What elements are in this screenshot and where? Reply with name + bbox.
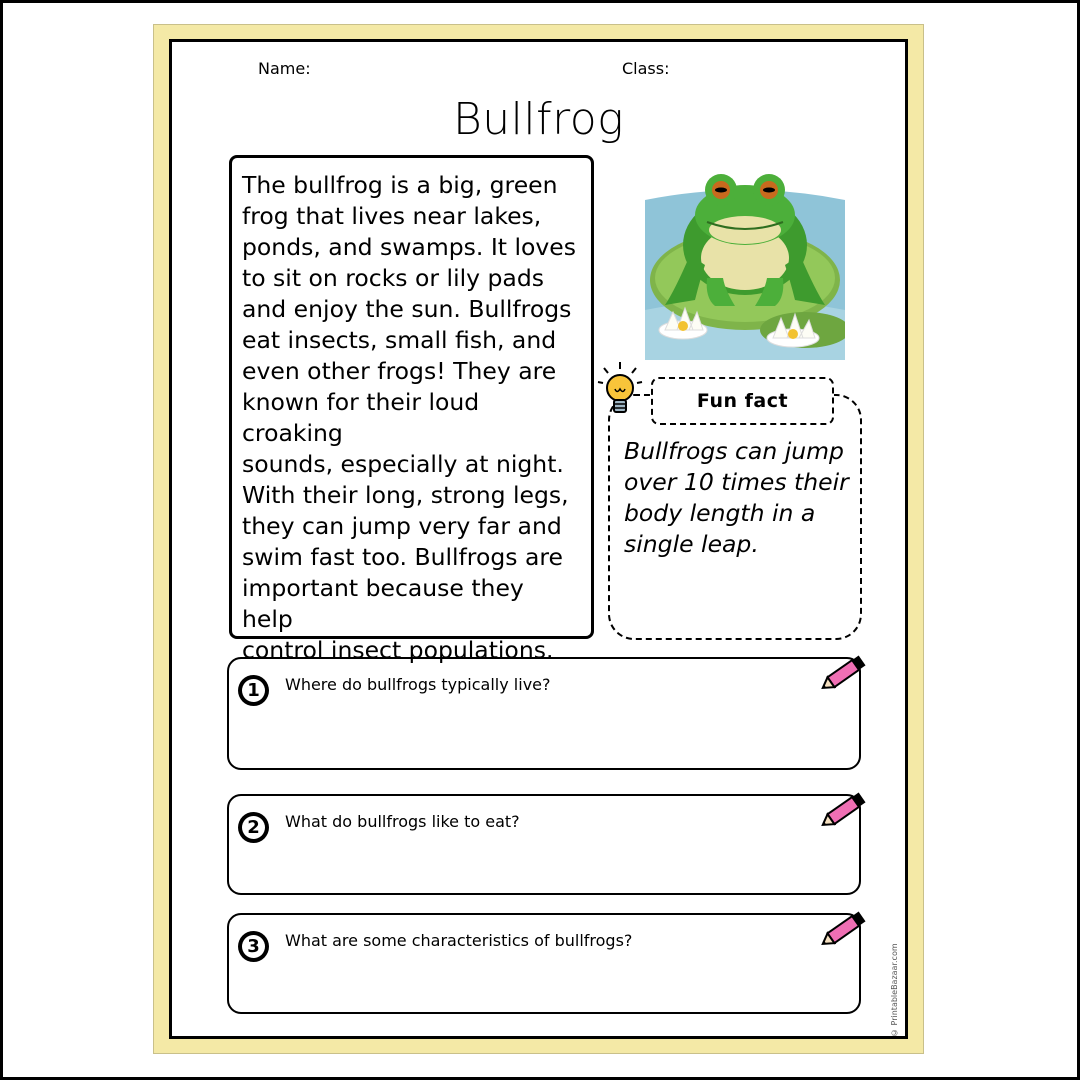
page-title: Bullfrog [452, 94, 625, 145]
name-label: Name: [258, 59, 311, 78]
fun-fact-text [624, 436, 856, 560]
passage-line: The bullfrog is a big, green [242, 171, 558, 199]
question-2-text: What do bullfrogs like to eat? [285, 812, 520, 831]
question-3-text: What are some characteristics of bullfrogs? [285, 931, 633, 950]
pencil-icon [815, 907, 871, 955]
question-number-badge [238, 675, 269, 706]
worksheet-page [169, 39, 908, 1039]
fun-fact-line: single leap. [624, 530, 759, 558]
question-2-box[interactable] [227, 794, 861, 895]
pencil-icon [815, 788, 871, 836]
passage-line: important because they help [242, 574, 524, 633]
question-number: 3 [242, 935, 265, 958]
fun-fact-line: Bullfrogs can jump [624, 437, 844, 465]
passage-line: frog that lives near lakes, [242, 202, 542, 230]
passage-line: they can jump very far and [242, 512, 562, 540]
bullfrog-illustration [645, 160, 845, 360]
question-3-box[interactable] [227, 913, 861, 1014]
copyright-watermark: © PrintableBazaar.com [890, 943, 899, 1037]
pencil-icon [815, 651, 871, 699]
fun-fact-line: over 10 times their [624, 468, 849, 496]
passage-line: sounds, especially at night. [242, 450, 564, 478]
passage-line: swim fast too. Bullfrogs are [242, 543, 563, 571]
question-number: 1 [242, 679, 265, 702]
question-number-badge [238, 931, 269, 962]
passage-line: to sit on rocks or lily pads [242, 264, 544, 292]
question-1-box[interactable] [227, 657, 861, 770]
passage-line: control insect populations. [242, 636, 554, 664]
lightbulb-icon [594, 360, 646, 424]
passage-line: known for their loud croaking [242, 388, 480, 447]
fun-fact-line: body length in a [624, 499, 816, 527]
reading-passage [229, 155, 594, 664]
question-number: 2 [242, 816, 265, 839]
passage-line: and enjoy the sun. Bullfrogs [242, 295, 572, 323]
question-1-text: Where do bullfrogs typically live? [285, 675, 551, 694]
passage-line: ponds, and swamps. It loves [242, 233, 576, 261]
class-label: Class: [622, 59, 670, 78]
passage-line: With their long, strong legs, [242, 481, 569, 509]
passage-line: eat insects, small fish, and [242, 326, 557, 354]
question-number-badge [238, 812, 269, 843]
fun-fact-label: Fun fact [651, 377, 834, 425]
passage-line: even other frogs! They are [242, 357, 557, 385]
worksheet [153, 24, 924, 1054]
